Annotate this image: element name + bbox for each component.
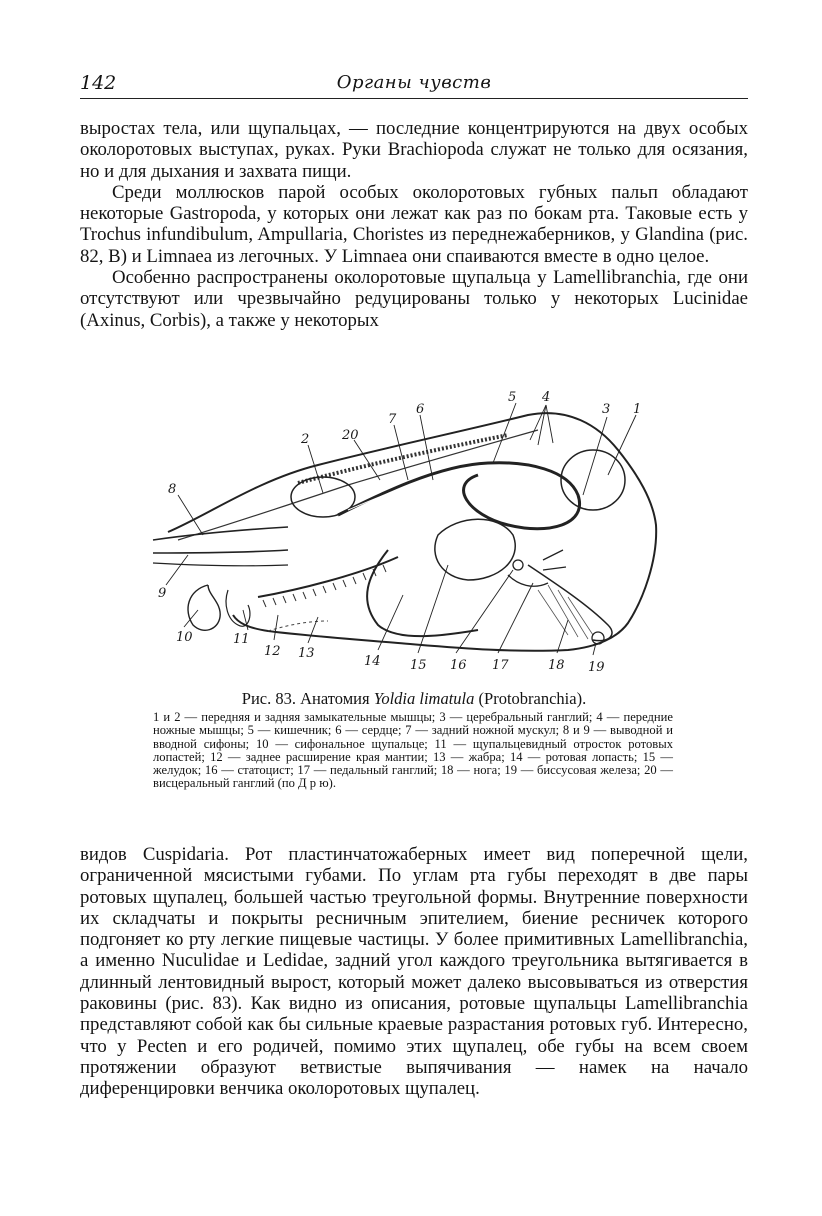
siphon-lower: [153, 563, 288, 566]
paragraph-2: Среди моллюсков парой особых околоротовых губных пальп обладают некоторые Gastropoda, у которых они лежат как раз по бокам рта. Таковые есть у Trochus infundibulum, Ampullaria, Choristes из переднежаберников, у Glandina (рис. 82, B) и Limnaea из легочных. У Limnaea они спаиваются вместе в одно целое.: [80, 181, 748, 267]
label-16: 16: [450, 658, 467, 673]
paragraph-4: видов Cuspidaria. Рот пластинчатожаберных имеет вид поперечной щели, ограниченной мясистыми губами. По углам рта губы переходят в две пары ротовых щупалец, большей частью треугольной формы. Внутренние поверхности их складчаты и покрыты ресничным эпителием, биение ресничек которого подгоняет ко рту легкие пищевые частицы. У более примитивных Lamellibranchia, а именно Nuculidae и Ledidae, задний угол каждого треугольника вытягивается в длинный лентовидный вырост, который может далеко высовываться из отверстия раковины (рис. 83). Как видно из описания, ротовые щупальцы Lamellibranchia представляют собой как бы сильные краевые разрастания ротовых губ. Интересно, что у Pecten и его родичей, помимо этих щупалец, обе губы на всем своем протяжении образуют ветвистые выпячивания — намек на начало диференцировки венчика околоротовых щупалец.: [80, 844, 748, 1100]
running-header: [80, 70, 748, 99]
anatomy-figure: [148, 385, 672, 683]
label-19: 19: [588, 660, 605, 675]
label-9: 9: [158, 586, 167, 601]
gill: [258, 557, 398, 597]
stomach: [435, 519, 515, 580]
inhalant-siphon: [153, 550, 288, 553]
caption-suffix: (Protobranchia).: [474, 689, 587, 708]
body-text-bottom: [80, 844, 748, 1100]
label-17: 17: [492, 658, 509, 673]
yoldia-anatomy-drawing: [148, 385, 672, 683]
label-7: 7: [388, 412, 397, 427]
shell-outline: [168, 413, 656, 651]
label-12: 12: [264, 644, 281, 659]
caption-prefix: Рис. 83. Анатомия: [241, 689, 374, 708]
caption-species: Yoldia limatula: [373, 689, 475, 708]
label-11: 11: [233, 632, 250, 647]
leader-lines: [166, 403, 636, 655]
label-10: 10: [176, 630, 193, 645]
siphonal-tentacle: [188, 585, 220, 630]
label-3: 3: [602, 402, 611, 417]
label-4: 4: [542, 390, 551, 405]
statocyst: [513, 560, 523, 570]
paragraph-1: выростах тела, или щупальцах, — последние концентрируются на двух особых околоротовых выступах, руках. Руки Brachiopoda служат не только для осязания, но и для дыхания и захвата пищи.: [80, 118, 748, 182]
label-14: 14: [364, 654, 381, 669]
paragraph-3: Особенно распространены околоротовые щупальца у Lamellibranchia, где они отсутствуют или чрезвычайно редуцированы только у некоторых Lucinidae (Axinus, Corbis), а также у некоторых: [80, 267, 748, 331]
foot-hatching: [538, 585, 593, 639]
running-title: Органы чувств: [336, 72, 492, 93]
page-number: 142: [80, 72, 117, 94]
figure-caption-title: [80, 689, 748, 709]
label-18: 18: [548, 658, 565, 673]
label-8: 8: [168, 482, 177, 497]
label-13: 13: [298, 646, 315, 661]
pedal-ganglion: [508, 550, 566, 586]
legend-text: 1 и 2 — передняя и задняя замыкательные мышцы; 3 — церебральный ганглий; 4 — передние ножные мышцы; 5 — кишечник; 6 — сердце; 7 — задний ножной мускул; 8 и 9 — выводной и вводной сифоны; 10 — сифональное щупальце; 11 — щупальцевидный отросток ротовых лопастей; 12 — заднее расширение края мантии; 13 — жабра; 14 — ротовая лопасть; 15 — желудок; 16 — статоцист; 17 — педальный ганглий; 18 — нога; 19 — биссусовая железа; 20 — висцеральный ганглий (по Д р ю).: [153, 710, 673, 791]
intestine-inner: [348, 469, 488, 510]
label-15: 15: [410, 658, 427, 673]
figure-legend: [153, 711, 673, 791]
label-6: 6: [416, 402, 425, 417]
label-2: 2: [301, 432, 310, 447]
label-20: 20: [342, 428, 359, 443]
body-text-top: [80, 118, 748, 331]
label-5: 5: [508, 390, 517, 405]
byssal-gland: [592, 632, 604, 644]
label-1: 1: [633, 402, 642, 417]
foot: [528, 565, 612, 641]
